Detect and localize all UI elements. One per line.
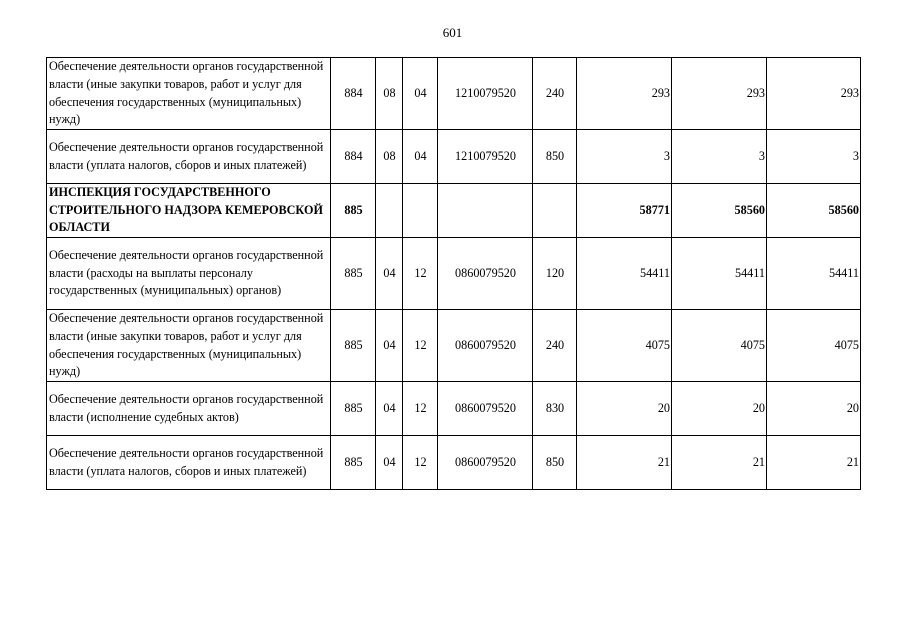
amount-year-2: 20	[672, 382, 767, 436]
amount-year-1: 58771	[577, 184, 672, 238]
amount-year-2: 58560	[672, 184, 767, 238]
amount-year-1: 20	[577, 382, 672, 436]
target-article-code: 1210079520	[438, 58, 533, 130]
amount-year-3: 3	[767, 130, 861, 184]
expense-name: Обеспечение деятельности органов государственной власти (расходы на выплаты персоналу государственных (муниципальных) органов)	[47, 238, 331, 310]
expense-type-code: 240	[533, 310, 577, 382]
ministry-code: 885	[331, 238, 376, 310]
expense-type-code	[533, 184, 577, 238]
table-row	[47, 130, 861, 184]
table-row	[47, 310, 861, 382]
expense-name: Обеспечение деятельности органов государственной власти (уплата налогов, сборов и иных платежей)	[47, 436, 331, 490]
expense-type-code: 850	[533, 436, 577, 490]
table-row	[47, 184, 861, 238]
subsection-code: 04	[403, 58, 438, 130]
amount-year-3: 21	[767, 436, 861, 490]
table-row	[47, 58, 861, 130]
amount-year-3: 4075	[767, 310, 861, 382]
expense-name: Обеспечение деятельности органов государственной власти (иные закупки товаров, работ и услуг для обеспечения государственных (муниципальных) нужд)	[47, 310, 331, 382]
target-article-code: 0860079520	[438, 238, 533, 310]
target-article-code	[438, 184, 533, 238]
subsection-code	[403, 184, 438, 238]
table-row	[47, 238, 861, 310]
ministry-code: 884	[331, 58, 376, 130]
amount-year-2: 21	[672, 436, 767, 490]
expense-name: Обеспечение деятельности органов государственной власти (уплата налогов, сборов и иных платежей)	[47, 130, 331, 184]
subsection-code: 12	[403, 238, 438, 310]
target-article-code: 0860079520	[438, 310, 533, 382]
target-article-code: 1210079520	[438, 130, 533, 184]
expense-type-code: 240	[533, 58, 577, 130]
amount-year-2: 293	[672, 58, 767, 130]
ministry-code: 885	[331, 184, 376, 238]
target-article-code: 0860079520	[438, 436, 533, 490]
amount-year-2: 54411	[672, 238, 767, 310]
ministry-code: 884	[331, 130, 376, 184]
amount-year-3: 293	[767, 58, 861, 130]
section-code: 04	[376, 382, 403, 436]
amount-year-2: 3	[672, 130, 767, 184]
amount-year-1: 3	[577, 130, 672, 184]
subsection-code: 12	[403, 382, 438, 436]
ministry-code: 885	[331, 382, 376, 436]
budget-table	[46, 57, 861, 490]
expense-name: Обеспечение деятельности органов государственной власти (исполнение судебных актов)	[47, 382, 331, 436]
amount-year-1: 293	[577, 58, 672, 130]
amount-year-1: 4075	[577, 310, 672, 382]
subsection-code: 04	[403, 130, 438, 184]
ministry-code: 885	[331, 436, 376, 490]
subsection-code: 12	[403, 310, 438, 382]
expense-name: ИНСПЕКЦИЯ ГОСУДАРСТВЕННОГО СТРОИТЕЛЬНОГО НАДЗОРА КЕМЕРОВСКОЙ ОБЛАСТИ	[47, 184, 331, 238]
amount-year-1: 54411	[577, 238, 672, 310]
section-code: 04	[376, 310, 403, 382]
section-code: 08	[376, 130, 403, 184]
ministry-code: 885	[331, 310, 376, 382]
page-number: 601	[442, 25, 463, 40]
amount-year-3: 58560	[767, 184, 861, 238]
expense-type-code: 120	[533, 238, 577, 310]
table-row	[47, 436, 861, 490]
section-code	[376, 184, 403, 238]
table-row	[47, 382, 861, 436]
amount-year-3: 20	[767, 382, 861, 436]
amount-year-2: 4075	[672, 310, 767, 382]
subsection-code: 12	[403, 436, 438, 490]
amount-year-3: 54411	[767, 238, 861, 310]
section-code: 04	[376, 436, 403, 490]
section-code: 04	[376, 238, 403, 310]
expense-type-code: 830	[533, 382, 577, 436]
expense-name: Обеспечение деятельности органов государственной власти (иные закупки товаров, работ и услуг для обеспечения государственных (муниципальных) нужд)	[47, 58, 331, 130]
amount-year-1: 21	[577, 436, 672, 490]
expense-type-code: 850	[533, 130, 577, 184]
target-article-code: 0860079520	[438, 382, 533, 436]
section-code: 08	[376, 58, 403, 130]
